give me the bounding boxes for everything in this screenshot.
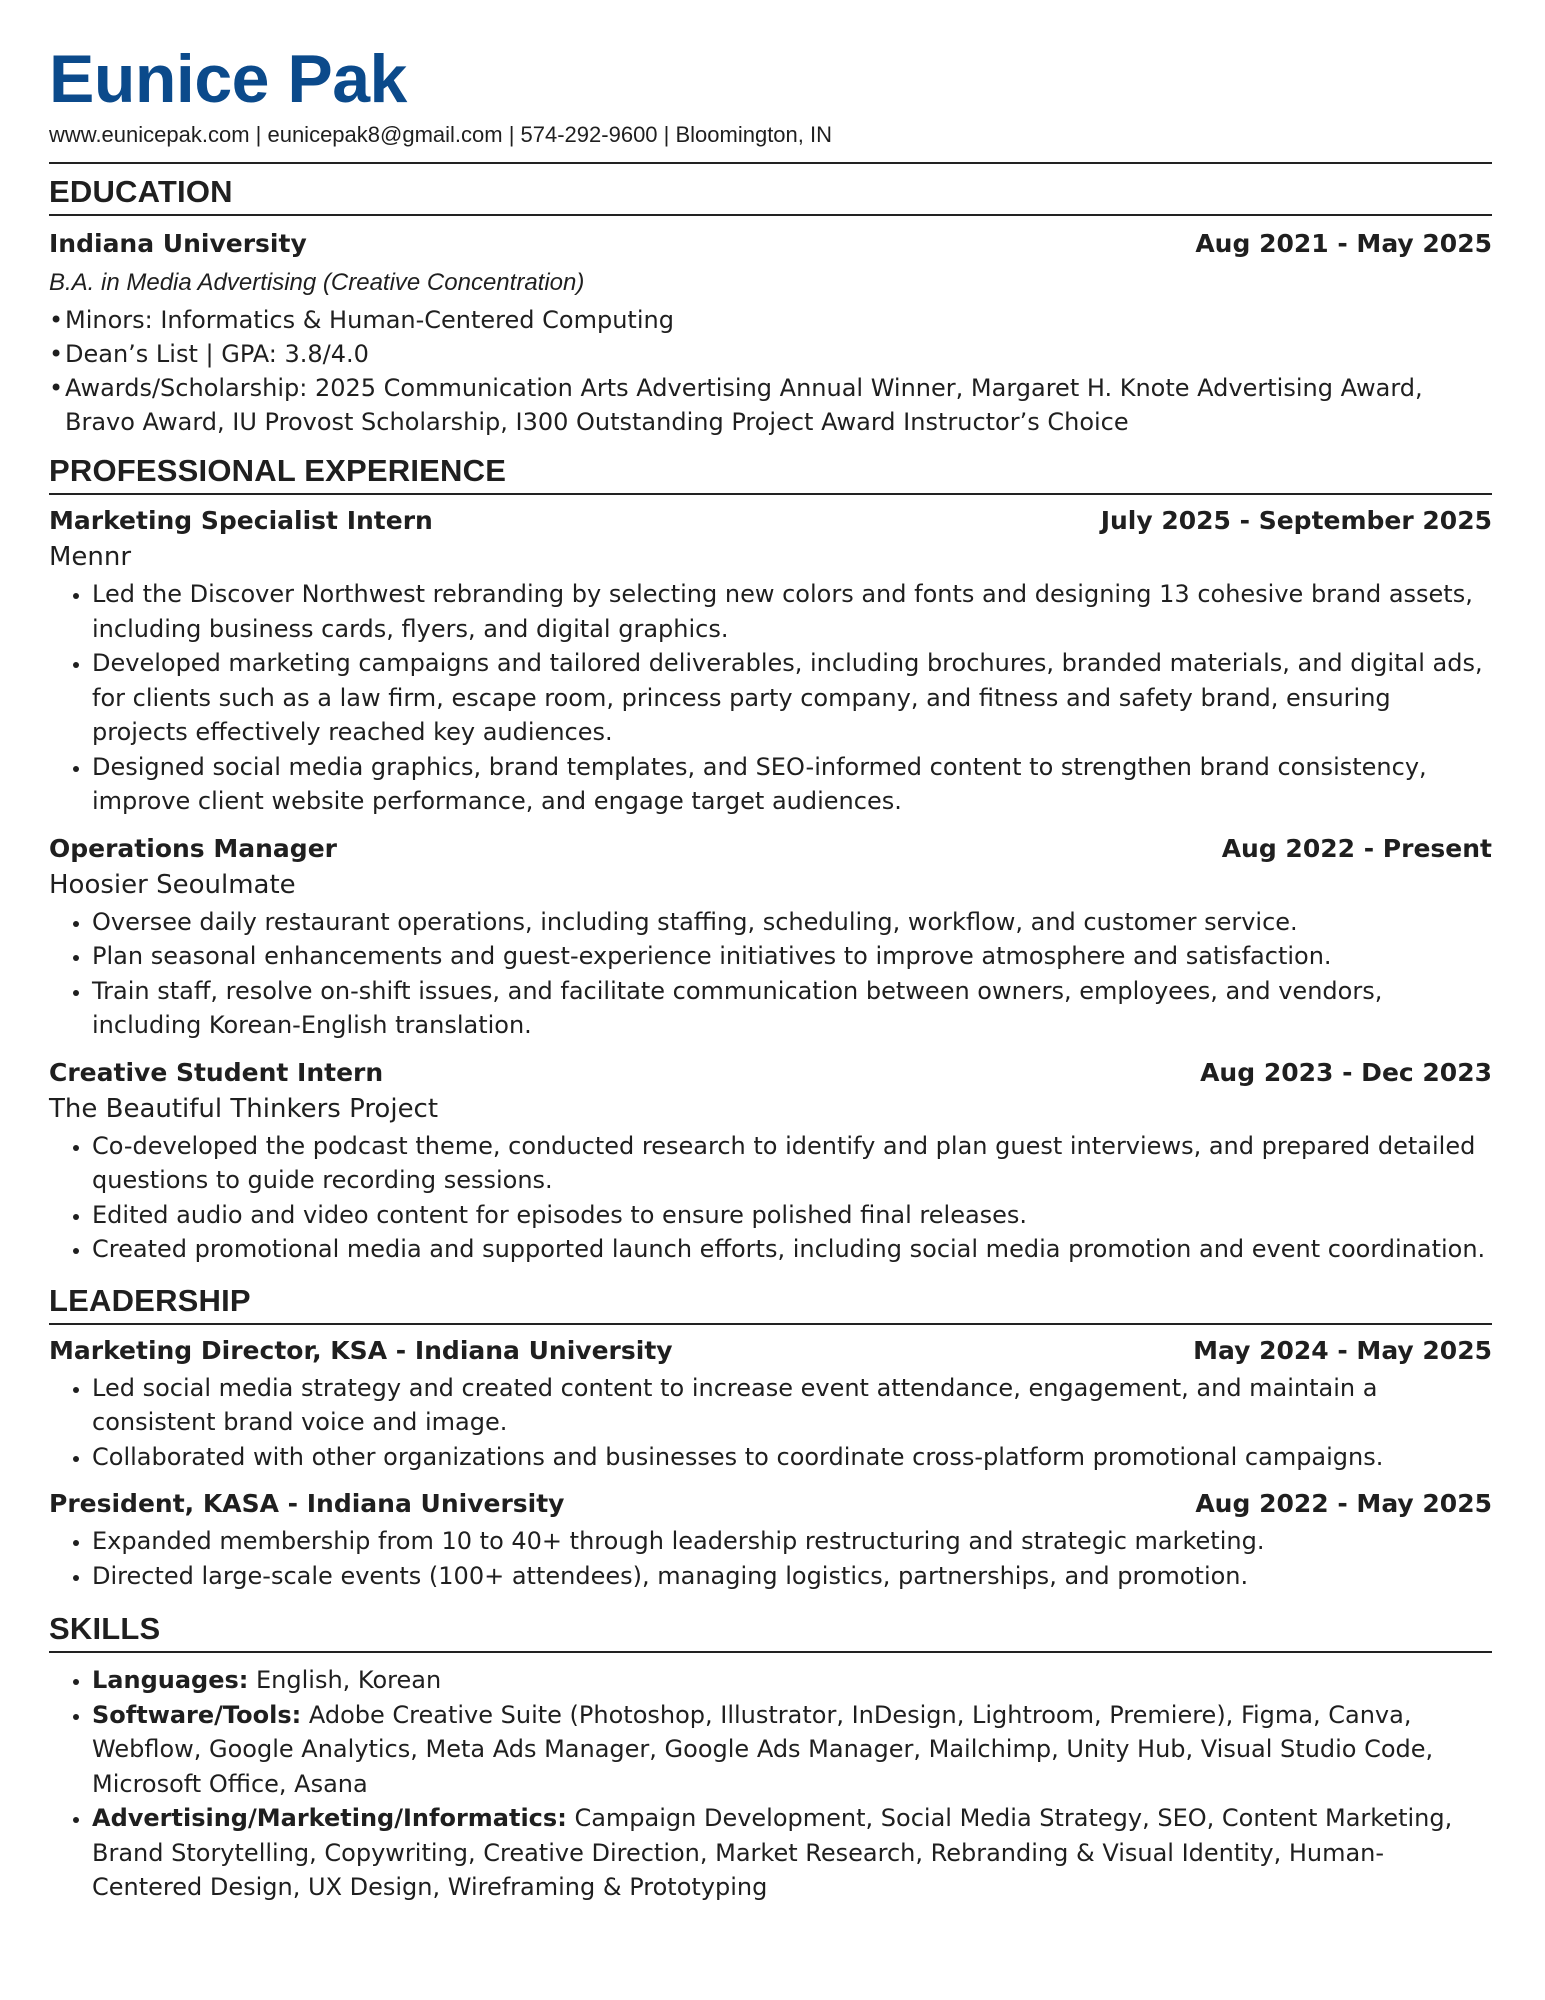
list-item: •Awards/Scholarship: 2025 Communication Arts Advertising Annual Winner, Margaret H. Knote Advertising Award, Bravo Award, IU Provost Scholarship, I300 Outstanding Project Award Instructor’s Choice [49,374,1423,436]
entry-header [49,831,1492,867]
leadership-entry [49,1486,1492,1593]
experience-section [49,449,1492,1267]
list-item: • Created promotional media and supported launch efforts, including social media promotion and event coordination. [92,1232,1492,1267]
skill-label: Software/Tools: [92,1700,302,1729]
entry-header [49,1055,1492,1091]
education-details [49,303,1492,439]
skills-section [49,1607,1492,1905]
list-item: • Led the Discover Northwest rebranding by selecting new colors and fonts and designing 13 cohesive brand assets, including business cards, flyers, and digital graphics. [92,577,1492,646]
list-item: • Collaborated with other organizations and businesses to coordinate cross-platform promotional campaigns. [92,1440,1492,1475]
skill-label: Advertising/Marketing/Informatics: [92,1804,567,1832]
entry-dates: May 2024 - May 2025 [1193,1335,1492,1365]
job-title: Marketing Specialist Intern [49,506,433,535]
education-entry [49,226,1492,439]
entry-dates: Aug 2021 - May 2025 [1195,229,1492,258]
entry-dates: Aug 2022 - May 2025 [1195,1489,1492,1518]
section-title: EDUCATION [49,174,233,209]
organization: Mennr [49,542,132,572]
job-entry [49,831,1492,1043]
leadership-section [49,1279,1492,1594]
job-title: Creative Student Intern [49,1057,384,1087]
entry-header [49,226,1492,262]
skill-value: Campaign Development, Social Media Strategy, SEO, Content Marketing, Brand Storytelling, Copywriting, Creative Direction, Market Research, Rebranding & Visual Identity, Human-Centered Design, UX Design, Wireframing & Prototyping [92,1804,1453,1901]
entry-dates: July 2025 - September 2025 [1100,506,1492,535]
resume-page [49,40,1492,1905]
list-item: • Directed large-scale events (100+ attendees), managing logistics, partnerships, and promotion. [92,1559,1492,1594]
list-item: • Train staff, resolve on-shift issues, and facilitate communication between owners, employees, and vendors, including Korean-English translation. [92,974,1492,1043]
leadership-role: Marketing Director, KSA - Indiana University [49,1335,673,1365]
section-divider [49,214,1492,216]
section-divider [49,1323,1492,1325]
job-entry [49,1055,1492,1267]
section-divider [49,493,1492,495]
entry-dates: Aug 2023 - Dec 2023 [1200,1057,1492,1087]
list-item: • Expanded membership from 10 to 40+ through leadership restructuring and strategic marketing. [92,1524,1492,1559]
list-item: • Led social media strategy and created content to increase event attendance, engagement, and maintain a consistent brand voice and image. [92,1371,1492,1440]
job-bullets [49,1129,1492,1267]
job-entry [49,503,1492,819]
leadership-bullets [49,1524,1492,1593]
resume-header [49,40,1492,150]
leadership-bullets [49,1371,1492,1475]
section-title: LEADERSHIP [49,1282,251,1318]
candidate-name: Eunice Pak [49,41,407,117]
entry-header [49,1333,1492,1369]
section-divider [49,162,1492,164]
list-item: •Minors: Informatics & Human-Centered Computing [49,306,674,334]
skill-label: Languages: [92,1666,249,1694]
job-bullets [49,577,1492,819]
entry-header [49,1486,1492,1522]
skill-item [92,1663,1492,1698]
leadership-role: President, KASA - Indiana University [49,1489,565,1518]
list-item: • Plan seasonal enhancements and guest-experience initiatives to improve atmosphere and satisfaction. [92,939,1492,974]
list-item: • Designed social media graphics, brand templates, and SEO-informed content to strengthen brand consistency, improve client website performance, and engage target audiences. [92,750,1492,819]
list-item: • Co-developed the podcast theme, conducted research to identify and plan guest interviews, and prepared detailed questions to guide recording sessions. [92,1129,1492,1198]
organization: The Beautiful Thinkers Project [49,1093,439,1124]
skill-value: Adobe Creative Suite (Photoshop, Illustrator, InDesign, Lightroom, Premiere), Figma, Canva, Webflow, Google Analytics, Meta Ads Manager, Google Ads Manager, Mailchimp, Unity Hub, Visual Studio Code, Microsoft Office, Asana [92,1700,1434,1798]
list-item: • Edited audio and video content for episodes to ensure polished final releases. [92,1198,1492,1233]
leadership-entry [49,1333,1492,1475]
school-name: Indiana University [49,229,307,258]
skill-value: English, Korean [256,1666,442,1694]
section-title: PROFESSIONAL EXPERIENCE [49,453,507,488]
education-section [49,162,1492,439]
list-item: • Developed marketing campaigns and tailored deliverables, including brochures, branded materials, and digital ads, for clients such as a law firm, escape room, princess party company, and fitness and safety brand, ensuring projects effectively reached key audiences. [92,646,1492,750]
organization: Hoosier Seoulmate [49,869,296,900]
entry-dates: Aug 2022 - Present [1221,833,1492,863]
job-title: Operations Manager [49,833,337,863]
section-divider [49,1651,1492,1653]
entry-header [49,503,1492,539]
list-item: • Oversee daily restaurant operations, including staffing, scheduling, workflow, and customer service. [92,905,1492,940]
contact-line: www.eunicepak.com | eunicepak8@gmail.com | 574-292-9600 | Bloomington, IN [49,122,832,147]
skill-item [92,1698,1492,1802]
degree: B.A. in Media Advertising (Creative Concentration) [49,269,585,296]
section-title: SKILLS [49,1611,161,1646]
skill-item [92,1801,1492,1905]
skills-list [49,1663,1492,1905]
list-item: •Dean’s List | GPA: 3.8/4.0 [49,340,369,368]
job-bullets [49,905,1492,1043]
